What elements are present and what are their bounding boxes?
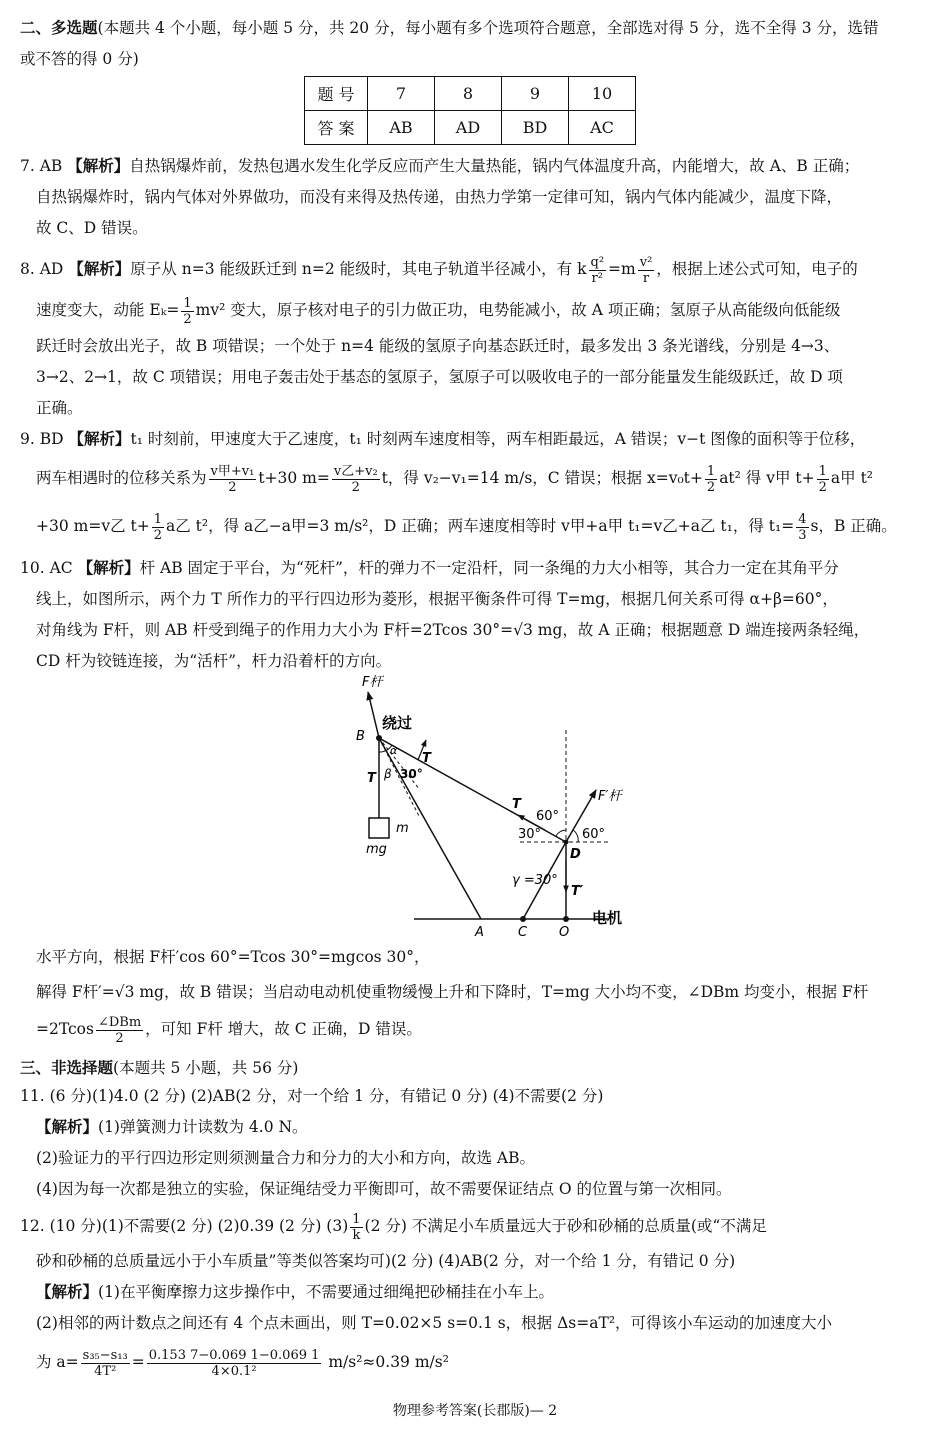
q9-text: a乙 t²，得 a乙−a甲=3 m/s²，D 正确；两车速度相等时 v甲+a甲 t₁=v乙+a乙 t₁，得 t₁= [166,517,795,535]
label-t: T [367,771,376,786]
label-60deg: 60° [582,827,606,842]
frac-den: 2 [818,479,827,495]
q8-text: 3→2、2→1，故 C 项错误；用电子轰击处于基态的氢原子，氢原子可以吸收电子的一部分能量发生能级跃迁，故 D 项 [36,368,843,386]
q10-text: 水平方向，根据 F杆′cos 60°=Tcos 30°=mgcos 30°， [36,948,430,966]
q9-text: t₁ 时刻前，甲速度大于乙速度，t₁ 时刻两车速度相等，两车相距最远，A 错误；v−t 图像的面积等于位移， [130,430,866,448]
pivot-c [520,916,526,922]
q12-text: 12. (10 分)(1)不需要(2 分) (2)0.39 (2 分) (3) [20,1217,349,1235]
label-beta: β [384,767,392,781]
q10-text: ，可知 F杆 增大，故 C 正确，D 错误。 [145,1020,422,1038]
label-m: m [396,821,409,836]
q12-text: = [131,1353,145,1371]
jiexi-label: 【解析】 [77,559,140,577]
question-7 [20,151,934,244]
section2-desc: (本题共 4 个小题，每小题 5 分，共 20 分，每小题有多个选项符合题意，全部选对得 5 分，选不全得 3 分，选错 [97,19,879,37]
table-cell: 7 [368,77,435,111]
q8-text: =m [608,260,636,278]
q10-number: 10. AC [20,559,73,577]
fraction [589,255,607,286]
q9-text: +30 m=v乙 t+ [36,517,150,535]
fraction [152,512,164,543]
frac-den: 4×0.1² [211,1363,257,1379]
frac-den: r² [591,270,603,286]
question-8 [20,249,934,424]
table-cell: 8 [435,77,502,111]
fraction [350,1212,362,1243]
label-f-gan-prime: F′杆 [598,789,622,804]
q9-text: 两车相遇时的位移关系为 [36,469,207,487]
frac-num: 1 [352,1211,361,1227]
q9-text: s，B 正确。 [810,517,897,535]
frac-den: 2 [351,479,360,495]
q12-text: (2)相邻的两计数点之间还有 4 个点未画出，则 T=0.02×5 s=0.1 s，根据 Δs=aT²，可得该小车运动的加速度大小 [36,1314,833,1332]
label-mg: mg [366,842,387,857]
q7-text: 自热锅爆炸时，锅内气体对外界做功，而没有来得及热传递，由热力学第一定律可知，锅内气体内能减少，温度下降， [36,188,843,206]
question-12 [20,1206,934,1385]
table-cell: 答 案 [305,111,368,145]
label-f-gan: F杆 [362,675,383,690]
frac-den: 4T² [94,1363,117,1379]
label-d: D [570,847,581,862]
question-9 [20,424,934,551]
fraction [817,464,829,495]
q8-text: mv² 变大，原子核对电子的引力做正功，电势能减小，故 A 项正确；氢原子从高能级向低能级 [195,301,841,319]
mass-block [369,818,389,838]
jiexi-label: 【解析】 [36,1118,99,1136]
table-row [305,111,636,145]
table-cell: AD [435,111,502,145]
table-cell: 题 号 [305,77,368,111]
angle-arc [573,830,578,842]
frac-num: 4 [798,511,807,527]
q11-text: (1)弹簧测力计读数为 4.0 N。 [98,1118,308,1136]
q10-text: 对角线为 F杆，则 AB 杆受到绳子的作用力大小为 F杆=2Tcos 30°=√3 mg，故 A 正确；根据题意 D 端连接两条轻绳， [36,621,870,639]
angle-arc [556,830,566,836]
table-cell: AC [569,111,636,145]
q10-text: =2Tcos [36,1020,94,1038]
label-t-prime: T′ [571,884,584,899]
q11-text: 11. (6 分)(1)4.0 (2 分) (2)AB(2 分，对一个给 1 分，有错记 0 分) (4)不需要(2 分) [20,1087,604,1105]
q9-text: a甲 t² [830,469,874,487]
label-o: O [559,925,570,940]
table-cell: 10 [569,77,636,111]
section2-heading-block [20,12,934,75]
frac-num: 1 [153,511,163,527]
label-b: B [356,729,365,744]
q7-text: 自热锅爆炸前，发热包遇水发生化学反应而产生大量热能，锅内气体温度升高，内能增大，故 A、B 正确； [129,157,860,175]
frac-num: q² [590,254,605,270]
q8-text: 跃迁时会放出光子，故 B 项错误；一个处于 n=4 能级的氢原子向基态跃迁时，最多发出 3 条光谱线，分别是 4→3、 [36,337,840,355]
frac-num: v甲+v₁ [210,463,255,479]
q10-text: CD 杆为铰链连接，为“活杆”，杆力沿着杆的方向。 [36,652,392,670]
q8-number: 8. AD [20,260,64,278]
frac-num: s₃₅−s₁₃ [82,1347,128,1363]
q10-text: 线上，如图所示，两个力 T 所作力的平行四边形为菱形，根据平衡条件可得 T=mg，根据几何关系可得 α+β=60°， [36,590,838,608]
q9-text: t，得 v₂−v₁=14 m/s，C 错误；根据 x=v₀t+ [381,469,703,487]
frac-num: 1 [706,463,716,479]
label-60deg: 60° [536,809,560,824]
label-dianji: 电机 [592,909,623,927]
label-gamma: γ =30° [512,873,558,888]
table-cell: AB [368,111,435,145]
pivot-b [376,735,382,741]
label-t: T [512,797,521,812]
frac-num: 1 [183,295,192,311]
q9-number: 9. BD [20,430,64,448]
question-11 [20,1081,934,1205]
q12-text: (1)在平衡摩擦力这步操作中，不需要通过细绳把砂桶挂在小车上。 [98,1283,554,1301]
q12-text: m/s²≈0.39 m/s² [323,1353,449,1371]
jiexi-label: 【解析】 [68,430,131,448]
q11-text: (4)因为每一次都是独立的实验，保证绳结受力平衡即可，故不需要保证结点 O 的位置与第一次相同。 [36,1180,732,1198]
fraction [332,464,380,495]
section3-desc: (本题共 5 小题，共 56 分) [113,1059,299,1077]
answer-table [304,76,636,145]
fraction [147,1348,322,1379]
label-30deg: 30° [518,827,542,842]
q11-text: (2)验证力的平行四边形定则须测量合力和分力的大小和方向，故选 AB。 [36,1149,535,1167]
section2-heading: 二、多选题 [20,18,98,37]
label-alpha: α [390,744,398,757]
question-10-cont [20,942,934,1050]
frac-num: 1 [818,463,827,479]
fraction [181,296,193,327]
label-c: C [518,925,528,940]
label-raoguo: 绕过 [382,714,413,732]
fraction [638,255,655,286]
frac-num: ∠DBm [97,1014,142,1030]
frac-den: r [642,270,650,286]
page-footer: 物理参考答案(长郡版)— 2 [392,1403,558,1419]
frac-num: v乙+v₂ [333,463,378,479]
q7-number: 7. AB [20,157,63,175]
frac-den: 2 [183,311,192,327]
frac-den: 2 [153,527,163,543]
jiexi-label: 【解析】 [68,260,131,278]
fraction [796,512,808,543]
q9-text: at² 得 v甲 t+ [719,469,815,487]
q12-text: (2 分) 不满足小车质量远大于砂和砂桶的总质量(或“不满足 [364,1217,767,1235]
label-t: T [422,751,431,766]
frac-den: 2 [115,1030,124,1046]
table-cell: BD [502,111,569,145]
jiexi-label: 【解析】 [67,157,130,175]
q8-text: 速度变大，动能 Eₖ= [36,301,180,319]
label-a: A [475,925,484,940]
pivot-o [563,916,569,922]
question-10 [20,553,934,677]
table-cell: 9 [502,77,569,111]
frac-den: 2 [228,479,237,495]
force-diagram [340,670,640,940]
fraction [81,1348,130,1379]
section2-desc-cont: 或不答的得 0 分) [20,50,139,68]
q12-text: 砂和砂桶的总质量远小于小车质量”等类似答案均可)(2 分) (4)AB(2 分，对一个给 1 分，有错记 0 分) [36,1252,736,1270]
q7-text: 故 C、D 错误。 [36,219,148,237]
force-arrow [368,692,379,738]
jiexi-label: 【解析】 [36,1283,99,1301]
fraction [705,464,717,495]
frac-den: 2 [706,479,716,495]
fraction [96,1015,143,1046]
q8-text: ，根据上述公式可知，电子的 [656,260,858,278]
table-row [305,77,636,111]
frac-den: k [352,1227,361,1243]
fraction [209,464,257,495]
label-30deg: 30° [400,767,423,781]
section3-heading-block [20,1052,934,1084]
q12-text: 为 a= [36,1353,79,1371]
pivot-d [564,840,569,845]
q10-text: 解得 F杆′=√3 mg，故 B 错误；当启动电动机使重物缓慢上升和下降时，T=mg 大小均不变，∠DBm 均变小，根据 F杆 [36,983,869,1001]
frac-num: v² [639,254,653,270]
frac-den: 3 [798,527,807,543]
dashed-line [379,738,420,790]
q10-text: 杆 AB 固定于平台，为“死杆”，杆的弹力不一定沿杆，同一条绳的力大小相等，其合力一定在其角平分 [139,559,839,577]
q9-text: t+30 m= [258,469,330,487]
section3-heading: 三、非选择题 [20,1058,114,1077]
frac-num: 0.153 7−0.069 1−0.069 1 [148,1347,320,1363]
q8-text: 正确。 [36,399,83,417]
q8-text: 原子从 n=3 能级跃迁到 n=2 能级时，其电子轨道半径减小，有 k [130,260,587,278]
